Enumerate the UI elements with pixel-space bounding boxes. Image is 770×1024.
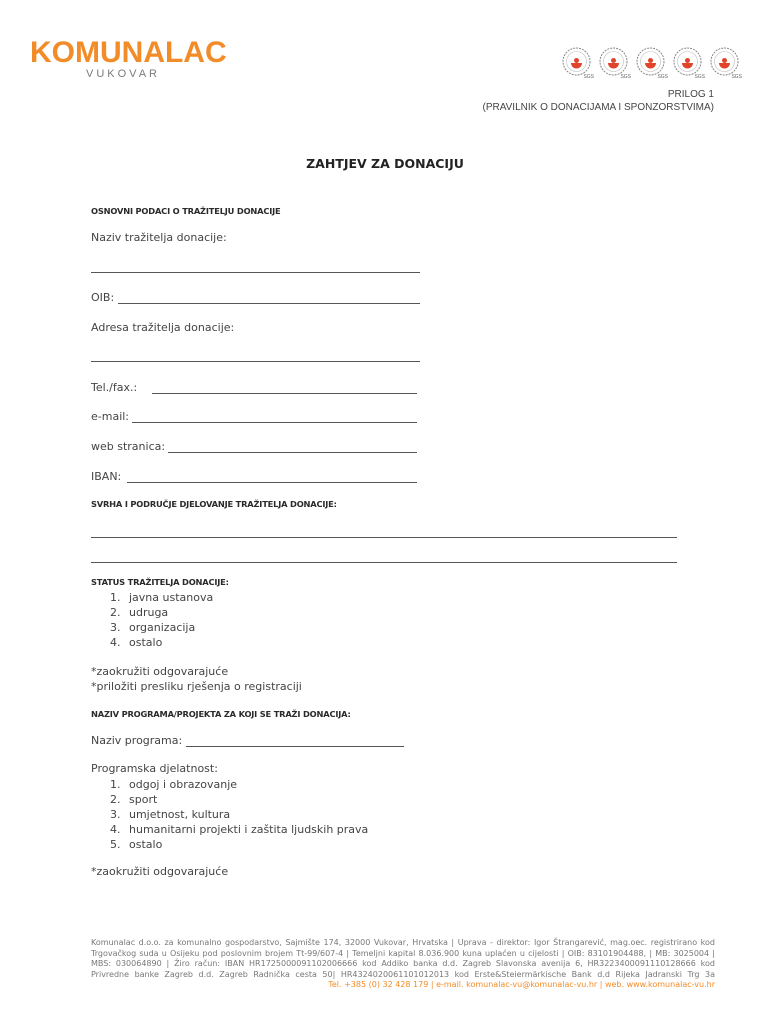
field-label-program-name: Naziv programa: <box>91 734 183 747</box>
purpose-input-line-2[interactable] <box>91 562 677 563</box>
field-label-email: e-mail: <box>91 410 130 423</box>
section-heading-basic-data: OSNOVNI PODACI O TRAŽITELJU DONACIJE <box>91 206 281 216</box>
list-item[interactable]: 3. umjetnost, kultura <box>110 808 231 821</box>
field-label-iban: IBAN: <box>91 470 122 483</box>
address-input-line[interactable] <box>91 361 420 362</box>
tel-input-line[interactable] <box>152 393 417 394</box>
field-label-web: web stranica: <box>91 440 166 453</box>
field-label-name: Naziv tražitelja donacije: <box>91 231 227 244</box>
activity-option-label: umjetnost, kultura <box>129 808 231 821</box>
list-item[interactable]: 1. javna ustanova <box>110 591 214 604</box>
activity-options-list <box>110 777 368 852</box>
section-heading-purpose: SVRHA I PODRUČJE DJELOVANJE TRAŽITELJA DONACIJE: <box>91 499 337 509</box>
purpose-input-line-1[interactable] <box>91 537 677 538</box>
badge-label: SGS <box>620 74 631 80</box>
appendix-number: PRILOG 1 <box>667 89 714 100</box>
list-item[interactable]: 1. odgoj i obrazovanje <box>110 778 238 791</box>
list-item[interactable]: 4. ostalo <box>110 636 163 649</box>
field-label-oib: OIB: <box>91 291 115 304</box>
certification-badges <box>561 46 742 80</box>
status-option-label: organizacija <box>129 621 196 634</box>
badge-label: SGS <box>583 74 594 80</box>
activity-option-label: sport <box>129 793 158 806</box>
footer-company-info: Komunalac d.o.o. za komunalno gospodarstvo, Sajmište 174, 32000 Vukovar, Hrvatska | Uprava - direktor: Igor Štrangarević, mag.oec. registrirano kod Trgovačkog suda u Osijeku pod poslovnim brojem Tt-99/607-4 | Temeljni kapital 8.036.900 kuna uplaćen u cijelosti | OIB: 83101904488, | MB: 3025004 | MBS: 030064890 | Žiro račun: IBAN HR1725000091102006666 kod Addiko banka d.d. Zagreb Slavonska avenija 6, HR3223400091110128666 kod Privredne banke Zagreb d.d. Zagreb Radnička cesta 50| HR4324020061101012013 kod Erste&Steiermärkische Bank d.d Rijeka Jadranski Trg 3a <box>91 938 715 979</box>
list-item[interactable]: 2. udruga <box>110 606 169 619</box>
list-item[interactable]: 2. sport <box>110 793 158 806</box>
badge-label: SGS <box>731 74 742 80</box>
page-footer <box>91 938 715 991</box>
logo-wordmark: KOMUNALAC <box>30 36 227 69</box>
certification-badge-icon <box>561 46 594 80</box>
status-option-label: javna ustanova <box>129 591 214 604</box>
section-heading-status: STATUS TRAŽITELJA DONACIJE: <box>91 577 229 587</box>
certification-badge-icon <box>635 46 668 80</box>
status-option-label: ostalo <box>129 636 163 649</box>
activity-note: *zaokružiti odgovarajuće <box>91 865 229 878</box>
appendix-reference: (PRAVILNIK O DONACIJAMA I SPONZORSTVIMA) <box>482 102 714 113</box>
note-circle-option: *zaokružiti odgovarajuće <box>91 665 229 678</box>
section-heading-program: NAZIV PROGRAMA/PROJEKTA ZA KOJI SE TRAŽI DONACIJA: <box>91 709 351 719</box>
email-input-line[interactable] <box>132 422 417 423</box>
list-item[interactable]: 3. organizacija <box>110 621 196 634</box>
iban-input-line[interactable] <box>127 482 417 483</box>
list-item[interactable]: 4. humanitarni projekti i zaštita ljudskih prava <box>110 823 369 836</box>
activity-option-label: ostalo <box>129 838 163 851</box>
field-label-address: Adresa tražitelja donacije: <box>91 321 235 334</box>
document-title: ZAHTJEV ZA DONACIJU <box>306 156 464 171</box>
activity-option-label: humanitarni projekti i zaštita ljudskih prava <box>129 823 369 836</box>
certification-badge-icon <box>598 46 631 80</box>
field-label-program-activity: Programska djelatnost: <box>91 762 218 775</box>
footer-contact-info: Tel. +385 (0) 32 428 179 | e-mail. komunalac-vu@komunalac-vu.hr | web. www.komunalac-vu.hr <box>328 980 715 990</box>
status-options-list <box>110 590 213 650</box>
logo-subtitle: VUKOVAR <box>86 68 160 80</box>
web-input-line[interactable] <box>168 452 417 453</box>
name-input-line[interactable] <box>91 272 420 273</box>
status-notes <box>91 664 302 694</box>
badge-label: SGS <box>694 74 705 80</box>
certification-badge-icon <box>709 46 742 80</box>
status-option-label: udruga <box>129 606 169 619</box>
badge-label: SGS <box>657 74 668 80</box>
certification-badge-icon <box>672 46 705 80</box>
oib-input-line[interactable] <box>118 303 420 304</box>
company-logo <box>30 36 230 86</box>
appendix-label <box>482 88 714 114</box>
list-item[interactable]: 5. ostalo <box>110 838 163 851</box>
field-label-tel: Tel./fax.: <box>91 381 138 394</box>
program-name-input-line[interactable] <box>186 746 404 747</box>
note-attach-registration: *priložiti presliku rješenja o registraciji <box>91 680 302 693</box>
activity-option-label: odgoj i obrazovanje <box>129 778 238 791</box>
